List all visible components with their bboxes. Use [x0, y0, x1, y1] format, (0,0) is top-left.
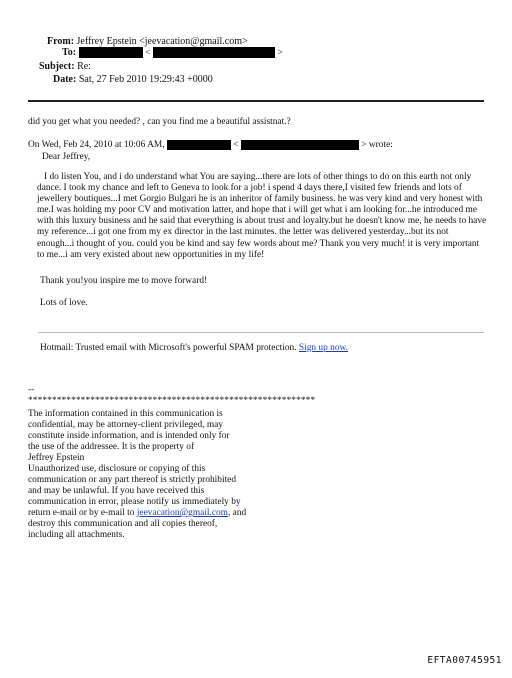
date-row — [53, 74, 213, 86]
quote-salutation: Dear Jeffrey, — [42, 152, 91, 162]
subject-value: Re: — [77, 61, 91, 72]
subject-row — [39, 61, 91, 73]
to-row — [62, 47, 283, 59]
quote-closing: Lots of love. — [40, 298, 88, 308]
redaction-block — [241, 140, 359, 150]
date-value: Sat, 27 Feb 2010 19:29:43 +0000 — [78, 74, 213, 85]
redaction-block — [153, 47, 275, 58]
disclaimer-email-link[interactable]: jeevacation@gmail.com — [136, 508, 228, 518]
quote-intro-prefix: On Wed, Feb 24, 2010 at 10:06 AM, — [28, 140, 165, 151]
to-label: To: — [62, 47, 77, 58]
quote-body: I do listen You, and i do understand what You are saying...there are lots of other things to do on this earth not only dance. I took my chance and left to Geneva to look for a job! i spend 4 days there,I visited few friends and lots of jewellery boutiques...I met Gorgio Bulgari he is an inheritor of family business. he was very kind and very honest with me.I was holding my poor CV and motivation latter, and hope that i will get what i am looking for...he introduced me with this luxury business and he said that everything is about trust and loyalty.but he doesn't know me, he needs to have my reference...i got one from my ex director in the last minutes. the letter was delivered yesterday...but its not enough...i thought of you. could you be kind and say few words about me? Thank you very much! it is very important to me...i am very existed about new opportunities in my life! — [37, 172, 487, 260]
redaction-block — [79, 47, 143, 58]
disclaimer-line: including all attachments. — [28, 530, 125, 540]
reply-line: did you get what you needed? , can you find me a beautiful assistnat.? — [28, 117, 291, 127]
disclaimer-line: the use of the addressee. It is the property of — [28, 442, 195, 452]
sig-stars: ************************************************************ — [28, 396, 316, 406]
disclaimer-prefix: return e-mail or by e-mail to — [28, 508, 135, 518]
disclaimer-line: and may be unlawful. If you have received this — [28, 486, 205, 496]
hotmail-line — [40, 343, 348, 354]
from-value: Jeffrey Epstein <jeevacation@gmail.com> — [76, 36, 248, 47]
redaction-block — [167, 140, 231, 150]
to-lt: < — [145, 48, 151, 58]
quote-intro — [28, 140, 393, 151]
disclaimer-line: communication or any part thereof is strictly prohibited — [28, 475, 237, 485]
disclaimer-line: constitute inside information, and is intended only for — [28, 431, 230, 441]
disclaimer-line — [28, 508, 246, 519]
disclaimer-line: destroy this communication and all copies thereof, — [28, 519, 218, 529]
to-gt: > — [277, 48, 283, 58]
from-label: From: — [47, 36, 75, 47]
quote-intro-lt: < — [233, 140, 239, 151]
date-label: Date: — [53, 74, 77, 85]
disclaimer-suffix: , and — [227, 508, 247, 518]
quote-intro-suffix: > wrote: — [361, 140, 393, 151]
hotmail-signup-link[interactable]: Sign up now. — [298, 343, 349, 353]
disclaimer-line: Unauthorized use, disclosure or copying of this — [28, 464, 206, 474]
disclaimer-line: The information contained in this communication is — [28, 409, 223, 419]
hotmail-text: Hotmail: Trusted email with Microsoft's powerful SPAM protection. — [40, 343, 297, 353]
sig-dashes: -- — [28, 385, 35, 395]
document-id: EFTA00745951 — [427, 655, 502, 666]
disclaimer-line: Jeffrey Epstein — [28, 453, 85, 463]
quote-thanks: Thank you!you inspire me to move forward! — [40, 276, 208, 286]
disclaimer-line: communication in error, please notify us immediately by — [28, 497, 241, 507]
hotmail-divider — [38, 332, 484, 333]
subject-label: Subject: — [39, 61, 75, 72]
disclaimer-line: confidential, may be attorney-client privileged, may — [28, 420, 223, 430]
header-divider — [28, 100, 484, 102]
